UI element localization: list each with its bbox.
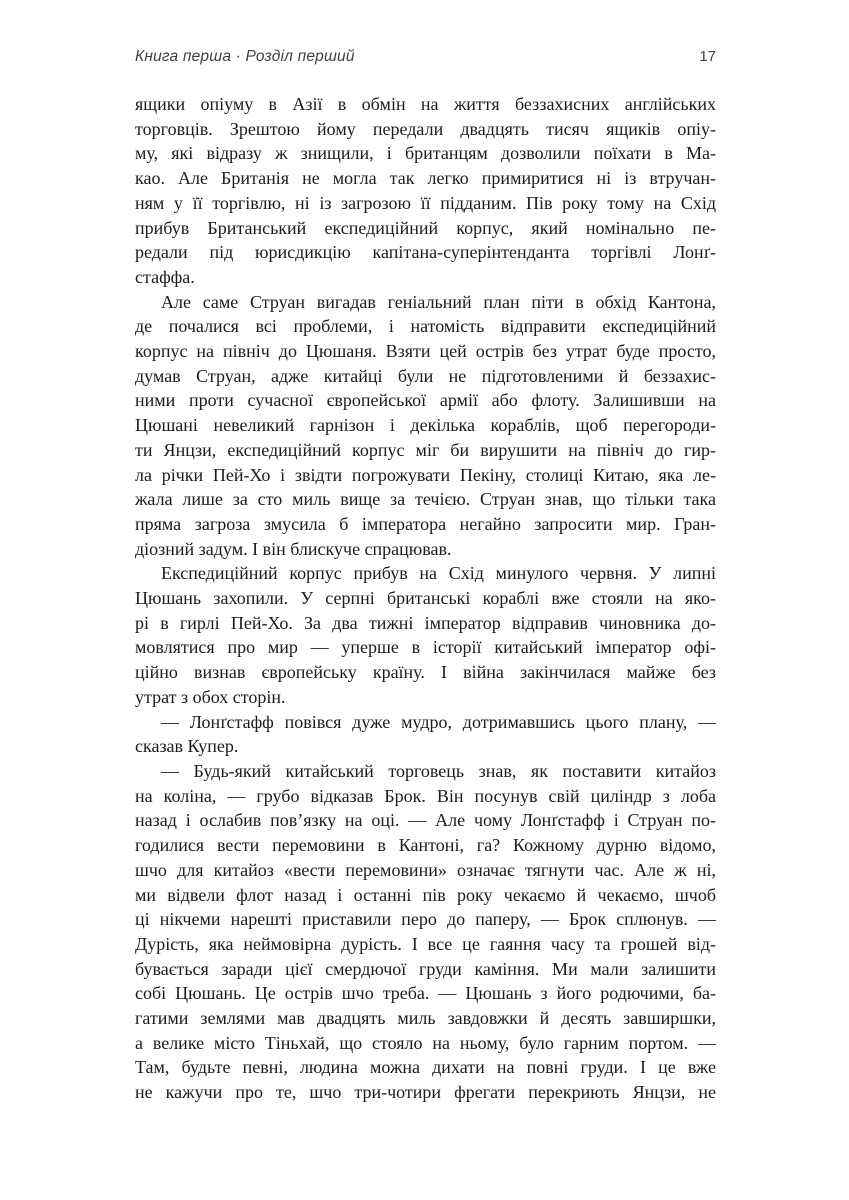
text-line: ми відвели флот назад і останні пів року чекаємо й чекаємо, шчоб: [135, 884, 716, 905]
text-line: а велике місто Тіньхай, що стояло на ньому, було гарним портом. —: [135, 1032, 716, 1053]
text-line: собі Цюшань. Це острів шчо треба. — Цюшань з його родючими, ба-: [135, 983, 716, 1004]
text-line: прибув Британський експедиційний корпус, який номінально пе-: [135, 217, 716, 238]
text-line: му, які відразу ж знищили, і британцям дозволили поїхати в Ма-: [135, 143, 716, 164]
text-line: ням у її торгівлю, ні із загрозою її підданим. Пів року тому на Схід: [135, 192, 716, 213]
text-line: шчо для китайоз «вести перемовини» означає тягнути час. Але ж ні,: [135, 859, 716, 880]
text-line: гатими землями мав двадцять миль завдовжки й десять завширшки,: [135, 1008, 716, 1029]
paragraph: [135, 561, 716, 709]
running-title: Книга перша · Розділ перший: [135, 48, 355, 65]
text-line: бувається заради цієї смердючої груди каміння. Ми мали залишити: [135, 958, 716, 979]
text-line: ящики опіуму в Азії в обмін на життя беззахисних англійських: [135, 94, 716, 114]
text-line: годилися вести перемовини в Кантоні, га? Кожному дурню відомо,: [135, 835, 716, 856]
paragraph: [135, 759, 716, 1105]
running-header: [135, 48, 716, 66]
text-line: ти Янцзи, експедиційний корпус міг би вирушити на північ до гир-: [135, 439, 716, 460]
text-line: ла річки Пей-Хо і звідти погрожувати Пекіну, столиці Китаю, яка ле-: [135, 464, 716, 485]
text-block: [135, 92, 716, 1105]
text-line: діозний задум. І він блискуче спрацював.: [135, 538, 452, 559]
paragraph: [135, 92, 716, 290]
text-line: рі в гирлі Пей-Хо. За два тижні імператор відправив чиновника до-: [135, 612, 716, 633]
text-line: Але саме Струан вигадав геніальний план піти в обхід Кантона,: [161, 291, 716, 312]
text-line: Цюшані невеликий гарнізон і декілька кораблів, щоб перегороди-: [135, 415, 716, 436]
text-line: ці нікчеми нарешті приставили перо до паперу, — Брок сплюнув. —: [135, 909, 716, 930]
text-line: торговців. Зрештою йому передали двадцять тисяч ящиків опіу-: [135, 118, 716, 139]
text-line: ційно визнав європейську країну. І війна закінчилася майже без: [135, 662, 716, 683]
text-line: као. Але Британія не могла так легко примиритися ні із втручан-: [135, 168, 716, 189]
text-line: ними проти сучасної європейської армії або флоту. Залишивши на: [135, 390, 716, 411]
text-line: назад і ослабив пов’язку на оці. — Але чому Лонґстафф і Струан по-: [135, 810, 716, 831]
text-line: — Будь-який китайський торговець знав, як поставити китайоз: [161, 760, 716, 781]
paragraph: [135, 290, 716, 562]
text-line: Дурість, яка неймовірна дурість. І все це гаяння часу та грошей від-: [135, 933, 716, 954]
text-line: стаффа.: [135, 266, 195, 287]
text-line: сказав Купер.: [135, 736, 239, 757]
text-line: Експедиційний корпус прибув на Схід минулого червня. У липні: [161, 563, 716, 584]
text-line: редали під юрисдикцію капітана-суперінтенданта торгівлі Лонґ-: [135, 242, 716, 263]
text-line: не кажучи про те, шчо три-чотири фрегати перекриють Янцзи, не: [135, 1082, 716, 1103]
text-line: Цюшань захопили. У серпні британські кораблі вже стояли на яко-: [135, 588, 716, 609]
text-line: де почалися всі проблеми, і натомість відправити експедиційний: [135, 316, 716, 337]
text-line: думав Струан, адже китайці були не підготовленими й беззахис-: [135, 365, 716, 386]
text-line: мовлятися про мир — уперше в історії китайський імператор офі-: [135, 637, 716, 658]
text-line: — Лонґстафф повівся дуже мудро, дотримавшись цього плану, —: [161, 711, 716, 732]
text-line: на коліна, — грубо відказав Брок. Він посунув свій циліндр з лоба: [135, 785, 716, 806]
text-line: жала лише за сто миль вище за течією. Струан знав, що тільки така: [135, 489, 716, 510]
paragraph: [135, 710, 716, 759]
text-line: пряма загроза змусила б імператора негайно запросити мир. Гран-: [135, 513, 716, 534]
text-line: утрат з обох сторін.: [135, 686, 286, 707]
text-line: Там, будьте певні, людина можна дихати на повні груди. І це вже: [135, 1057, 716, 1078]
text-line: корпус на північ до Цюшаня. Взяти цей острів без утрат буде просто,: [135, 341, 716, 362]
page-number: 17: [699, 48, 716, 65]
